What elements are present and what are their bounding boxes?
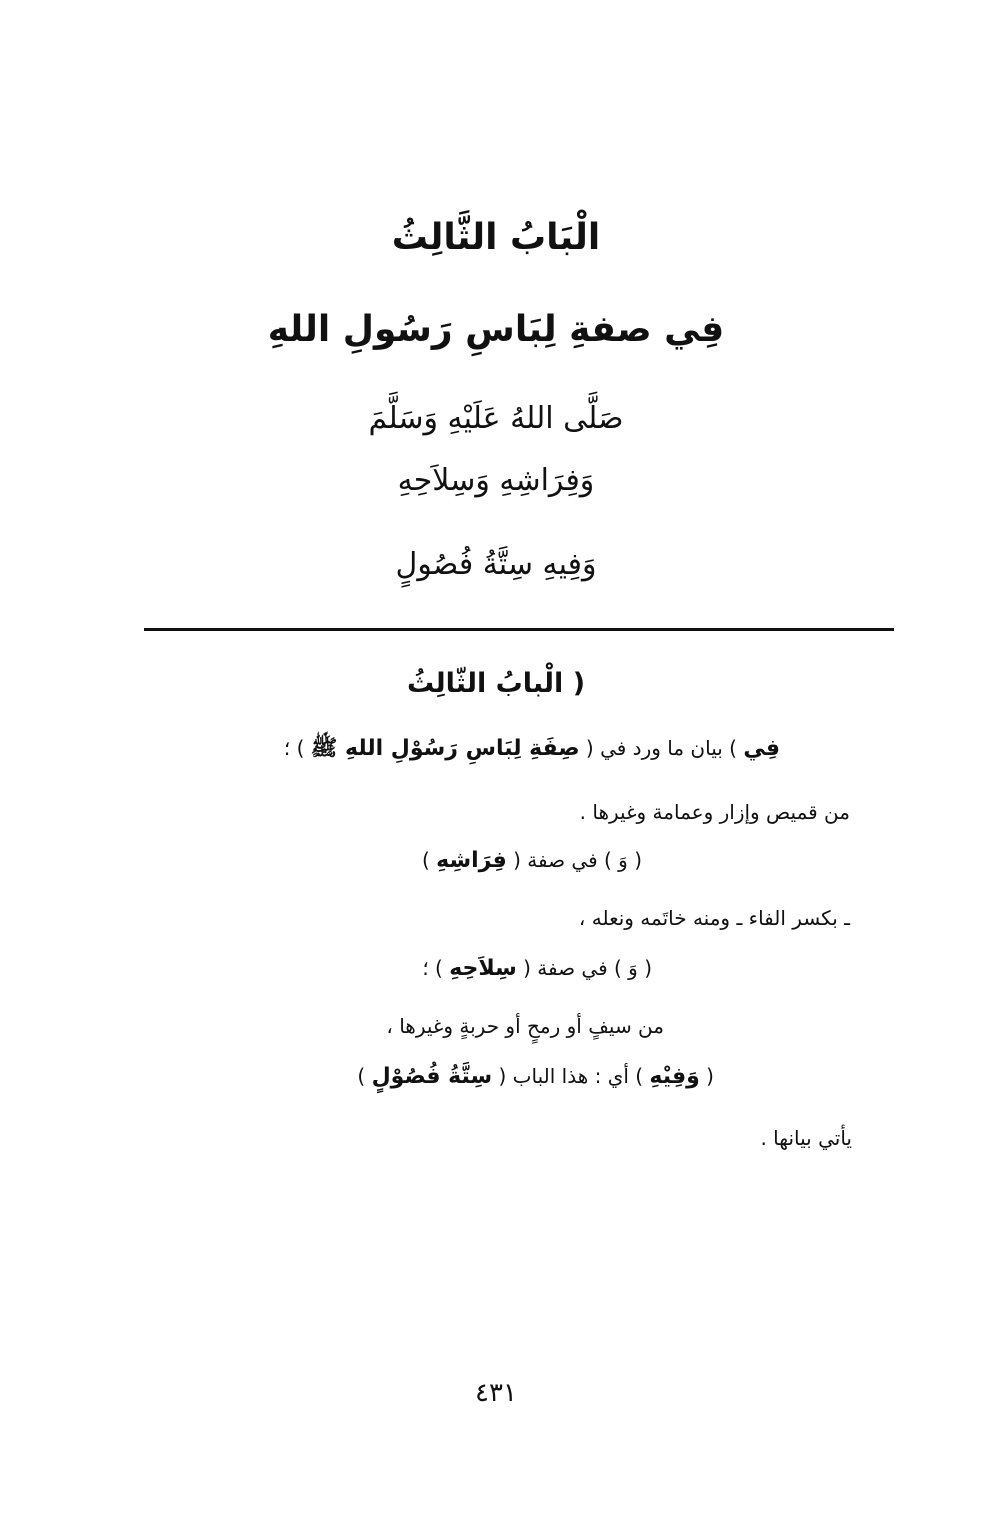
chapter-subtitle-line-1: فِي صفةِ لِبَاسِ رَسُولِ اللهِ: [267, 309, 725, 350]
commentary-line-7: [357, 1066, 714, 1088]
commentary-line-7-text-0: (: [699, 1064, 714, 1088]
page-number: ٤٣١: [475, 1378, 517, 1408]
commentary-line-5-text-1: ( وَ ) في صفة (: [516, 956, 652, 980]
commentary-line-1: [284, 738, 780, 760]
chapter-subtitle-line-2: صَلَّى اللهُ عَلَيْهِ وَسَلَّمَ: [368, 401, 624, 436]
commentary-line-8: يأتي بيانها .: [760, 1126, 852, 1150]
commentary-line-7-bold-start: وَفِيْهِ: [649, 1064, 700, 1089]
commentary-line-5: [422, 958, 652, 980]
commentary-line-3: [422, 850, 642, 872]
commentary-line-4: ـ بكسر الفاء ـ ومنه خاتَمه ونعله ،: [578, 906, 850, 930]
commentary-line-2: من قميص وإزار وعمامة وغيرها .: [579, 800, 850, 824]
commentary-line-1-quote: صِفَةِ لِبَاسِ رَسُوْلِ اللهِ ﷺ: [310, 736, 580, 761]
commentary-line-3-text-1: ( وَ ) في صفة (: [506, 848, 642, 872]
commentary-line-1-text-2: ) ؛: [283, 736, 311, 760]
commentary-line-1-bold-start: فِي: [743, 736, 780, 761]
commentary-line-5-quote: سِلاَحِهِ: [449, 956, 517, 981]
commentary-line-5-text-2: ) ؛: [422, 956, 450, 980]
chapter-subtitle-line-3: وَفِرَاشِهِ وَسِلاَحِهِ: [397, 463, 595, 498]
commentary-line-7-text-1: ) أي : هذا الباب (: [492, 1064, 650, 1088]
commentary-heading: ( الْبابُ الثّالِثُ: [406, 668, 586, 699]
section-divider: [144, 628, 894, 631]
commentary-line-1-text-1: ) بيان ما ورد في (: [579, 736, 744, 760]
chapter-subtitle-line-4: وَفِيهِ سِتَّةُ فُصُولٍ: [395, 547, 597, 582]
commentary-line-3-quote: فِرَاشِهِ: [436, 848, 507, 873]
commentary-line-6: من سيفٍ أو رمحٍ أو حربةٍ وغيرها ،: [386, 1014, 664, 1038]
chapter-heading: الْبَابُ الثَّالِثُ: [391, 217, 601, 258]
commentary-line-7-quote: سِتَّةُ فُصُوْلٍ: [371, 1064, 493, 1089]
commentary-line-7-text-2: ): [357, 1064, 372, 1088]
commentary-line-3-text-2: ): [421, 848, 437, 872]
